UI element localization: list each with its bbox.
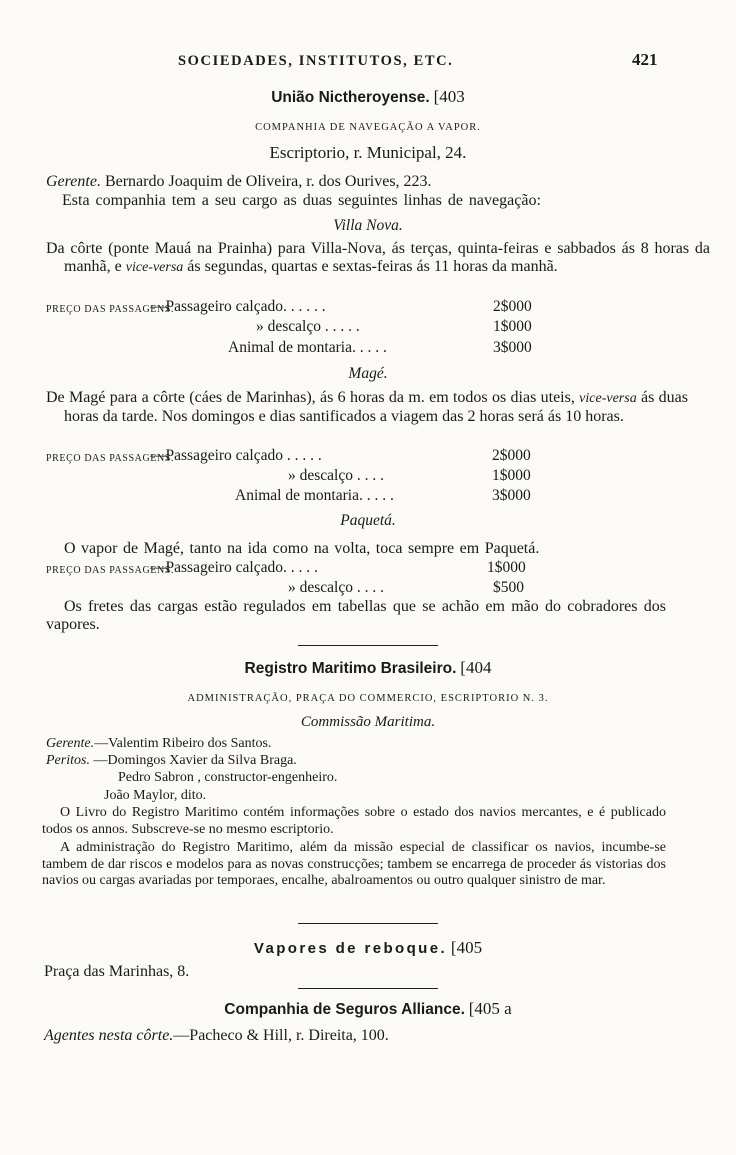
section-number: [405 (450, 938, 483, 957)
running-header: SOCIEDADES, INSTITUTOS, ETC. (178, 53, 454, 69)
manager-label: Gerente. (46, 173, 101, 190)
manager-name: —Valentim Ribeiro dos Santos. (94, 736, 272, 751)
agents-text: —Pacheco & Hill, r. Direita, 100. (173, 1027, 389, 1044)
price-row: Animal de montaria. . . . . 3$000 (235, 487, 531, 504)
expert-name: —Domingos Xavier da Silva Braga. (93, 753, 297, 768)
route-text-mage: De Magé para a côrte (cáes de Marinhas), ás 6 horas da m. em todos os dias uteis, vice-versa ás duas horas da tarde. Nos domingos e dias santificados a viagem das 2 horas será ás 10 horas. (46, 389, 689, 425)
section-number: [403 (433, 87, 465, 106)
section-title: Vapores de reboque. (253, 940, 448, 957)
price-label: PREÇO DAS PASSAGENS. (46, 304, 175, 315)
section-403-heading (0, 88, 736, 107)
manager-line (46, 736, 271, 753)
vapores-address: Praça das Marinhas, 8. (44, 963, 190, 980)
section-subtitle: ADMINISTRAÇÃO, PRAÇA DO COMMERCIO, ESCRIPTORIO N. 3. (187, 693, 549, 704)
section-divider (298, 988, 438, 989)
price-label: PREÇO DAS PASSAGENS. (46, 565, 175, 576)
price-row: —Passageiro calçado . . . . . 2$000 (150, 447, 531, 464)
price-row: —Passageiro calçado. . . . . . 2$000 (150, 298, 532, 315)
section-number: [405 a (468, 999, 512, 1018)
section-title: Registro Maritimo Brasileiro. (244, 660, 457, 677)
price-label: PREÇO DAS PASSAGENS. (46, 453, 175, 464)
agents-label: Agentes nesta côrte. (44, 1027, 174, 1044)
price-row: » descalço . . . . 1$000 (288, 467, 531, 484)
section-divider (298, 645, 438, 646)
manager-label: Gerente. (46, 736, 95, 751)
expert-name: Pedro Sabron , constructor-engenheiro. (118, 770, 338, 785)
lines-intro: Esta companhia tem a seu cargo as duas seguintes linhas de navegação: (62, 192, 541, 209)
fretes-paragraph: Os fretes das cargas estão regulados em tabellas que se achão em mão do cobradores dos vapores. (46, 598, 666, 633)
section-divider (298, 923, 438, 924)
expert-name: João Maylor, dito. (104, 788, 207, 803)
page-number: 421 (632, 50, 658, 69)
experts-line (46, 753, 297, 770)
route-heading-villa-nova: Villa Nova. (333, 217, 403, 234)
route-heading-mage: Magé. (348, 365, 388, 382)
section-title: União Nictheroyense. (271, 89, 430, 106)
experts-label: Peritos. (46, 753, 90, 768)
section-number: [404 (460, 658, 492, 677)
price-row: » descalço . . . . $500 (288, 579, 524, 596)
price-row: Animal de montaria. . . . . 3$000 (228, 339, 532, 356)
section-title: Companhia de Seguros Alliance. (224, 1001, 465, 1018)
section-405a-heading (0, 1000, 736, 1019)
commission-heading: Commissão Maritima. (300, 714, 436, 730)
manager-line (46, 173, 432, 191)
section-405-heading (0, 939, 736, 958)
registro-paragraph-2: A administração do Registro Maritimo, além da missão especial de classificar os navios, incumbe-se tambem de dar riscos e modelos para as novas construcções; tambem se encarrega de proceder ás vistorias dos navios ou cargas avariadas por temporaes, encalhe, abalroamentos ou outro qualquer sinistro de mar. (42, 840, 666, 888)
route-text-villa-nova: Da côrte (ponte Mauá na Prainha) para Villa-Nova, ás terças, quinta-feiras e sabbados ás 8 horas da manhã, e vice-versa ás segundas, quartas e sextas-feiras ás 11 horas da manhã. (46, 240, 710, 275)
price-row: —Passageiro calçado. . . . . 1$000 (150, 559, 526, 576)
route-text-paqueta: O vapor de Magé, tanto na ida como na volta, toca sempre em Paquetá. (64, 540, 540, 557)
section-subtitle: COMPANHIA DE NAVEGAÇÃO A VAPOR. (255, 122, 481, 133)
agents-line (44, 1027, 389, 1045)
price-row: » descalço . . . . . 1$000 (256, 318, 532, 335)
office-address: Escriptorio, r. Municipal, 24. (269, 143, 467, 162)
manager-name: Bernardo Joaquim de Oliveira, r. dos Ourives, 223. (104, 173, 432, 190)
registro-paragraph-1: O Livro do Registro Maritimo contém informações sobre o estado dos navios mercantes, e é publicado todos os annos. Subscreve-se no mesmo escriptorio. (42, 805, 666, 837)
route-heading-paqueta: Paquetá. (340, 512, 396, 529)
section-404-heading (0, 659, 736, 678)
